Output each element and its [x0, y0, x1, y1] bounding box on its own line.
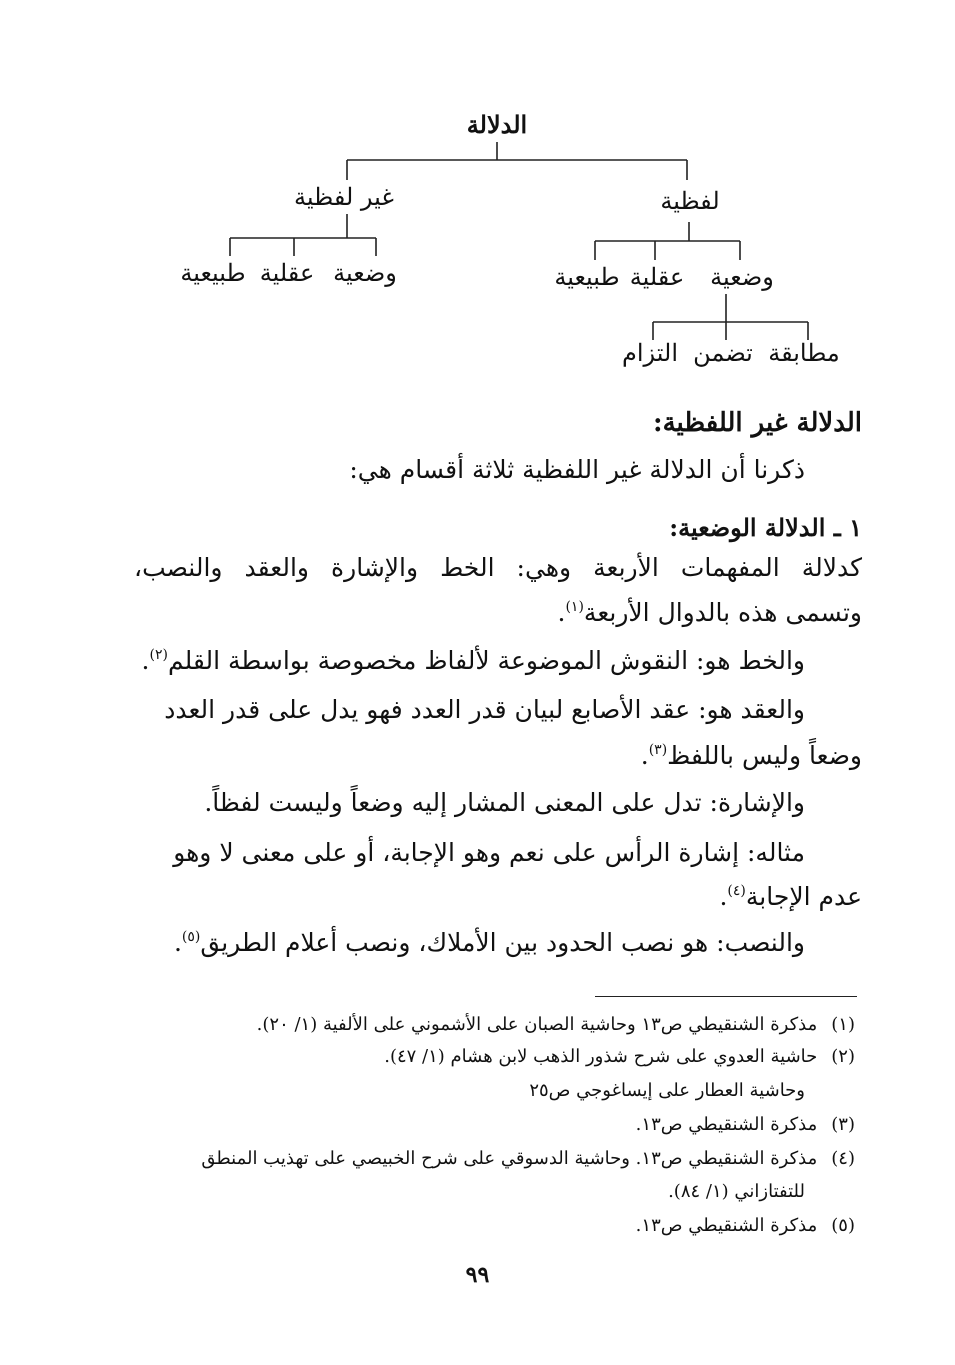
p3-line1	[164, 692, 805, 728]
footnote-text: للتفتازاني (١/ ٨٤).	[668, 1181, 805, 1202]
footnote-divider	[595, 996, 857, 997]
footnote-1	[257, 1011, 855, 1039]
tree-node-verbal: لفظية	[660, 187, 720, 215]
p5-text-2: عدم الإجابة	[745, 882, 862, 911]
footnote-text: مذكرة الشنقيطي ص١٣. وحاشية الدسوقي على شرح الخبيصي على تهذيب المنطق	[201, 1148, 818, 1169]
p6-text: والنصب: هو نصب الحدود بين الأملاك، ونصب أعلام الطريق	[200, 928, 805, 957]
footnote-number: (١)	[831, 1014, 855, 1035]
p5-line1: مثاله: إشارة الرأس على نعم وهو الإجابة، أو على معنى لا وهو	[173, 838, 805, 867]
p1-line2-text: وتسمى هذه بالدوال الأربعة	[583, 598, 862, 627]
footnote-number: (٢)	[831, 1046, 855, 1067]
intro-line: ذكرنا أن الدلالة غير اللفظية ثلاثة أقسام هي:	[349, 455, 805, 484]
tree-node-nonverbal: غير لفظية	[294, 183, 394, 211]
subsection-title: ١ ـ الدلالة الوضعية:	[669, 513, 862, 542]
footnote-text: حاشية العدوي على شرح شذور الذهب لابن هشام (١/ ٤٧).	[384, 1046, 818, 1067]
p1-line1	[134, 550, 862, 586]
tree-mutabaqa: مطابقة	[768, 339, 840, 367]
footnote-text: مذكرة الشنقيطي ص١٣.	[635, 1215, 818, 1236]
p2-text: والخط هو: النقوش الموضوعة لألفاظ مخصوصة بواسطة القلم	[167, 646, 805, 675]
footnote-ref-1[interactable]: (١)	[565, 599, 584, 615]
footnote-4-cont	[668, 1178, 805, 1206]
section-heading: الدلالة غير اللفظية:	[653, 408, 862, 438]
page-number: ٩٩	[465, 1262, 490, 1288]
p2-end: .	[141, 646, 150, 675]
p3-text-2: وضعاً وليس باللفظ	[667, 741, 862, 770]
footnote-5	[636, 1212, 855, 1240]
footnote-text: مذكرة الشنقيطي ص١٣.	[635, 1114, 818, 1135]
p1-end: .	[557, 598, 566, 627]
p3-end: .	[640, 741, 649, 770]
footnote-4	[201, 1145, 855, 1173]
p2-line1	[142, 643, 805, 679]
footnote-number: (٤)	[831, 1148, 855, 1169]
p6-end: .	[173, 928, 182, 957]
footnote-ref-5[interactable]: (٥)	[181, 929, 201, 945]
p6-line1	[174, 925, 805, 961]
tree-root: الدلالة	[466, 110, 528, 139]
p5-line2	[719, 879, 862, 915]
footnote-text: وحاشية العطار على إيساغوجي ص٢٥	[529, 1080, 805, 1101]
footnote-3	[636, 1111, 855, 1139]
footnote-2-cont	[529, 1077, 805, 1105]
footnote-text: مذكرة الشنقيطي ص١٣ وحاشية الصبان على الأشموني على الألفية (١/ ٢٠).	[256, 1014, 818, 1035]
footnote-ref-4[interactable]: (٤)	[727, 883, 746, 899]
footnote-ref-2[interactable]: (٢)	[149, 647, 168, 663]
p1-line1-text: كدلالة المفهمات الأربعة وهي: الخط والإشارة والعقد والنصب،	[134, 553, 862, 582]
tree-iltizam: التزام	[622, 339, 678, 367]
tree-tadammun: تضمن	[693, 339, 753, 367]
p3-text-1: والعقد هو: عقد الأصابع لبيان قدر العدد فهو يدل على قدر العدد	[164, 695, 805, 724]
footnote-ref-3[interactable]: (٣)	[648, 742, 668, 758]
p3-line2	[641, 738, 862, 774]
tree-verbal-wadiyya: وضعية	[710, 263, 774, 291]
tree-nonverbal-wadiyya: وضعية	[333, 259, 397, 287]
footnote-number: (٣)	[831, 1114, 855, 1135]
footnote-2	[384, 1043, 855, 1071]
p5-end: .	[719, 882, 728, 911]
tree-verbal-tabiiyya: طبيعية	[554, 263, 620, 291]
p4-line1: والإشارة: تدل على المعنى المشار إليه وضعاً وليست لفظاً.	[204, 788, 805, 817]
footnote-number: (٥)	[831, 1215, 855, 1236]
p1-line2	[558, 595, 863, 631]
tree-nonverbal-aqliyya: عقلية	[259, 259, 315, 287]
tree-verbal-aqliyya: عقلية	[629, 263, 685, 291]
tree-nonverbal-tabiiyya: طبيعية	[180, 259, 246, 287]
